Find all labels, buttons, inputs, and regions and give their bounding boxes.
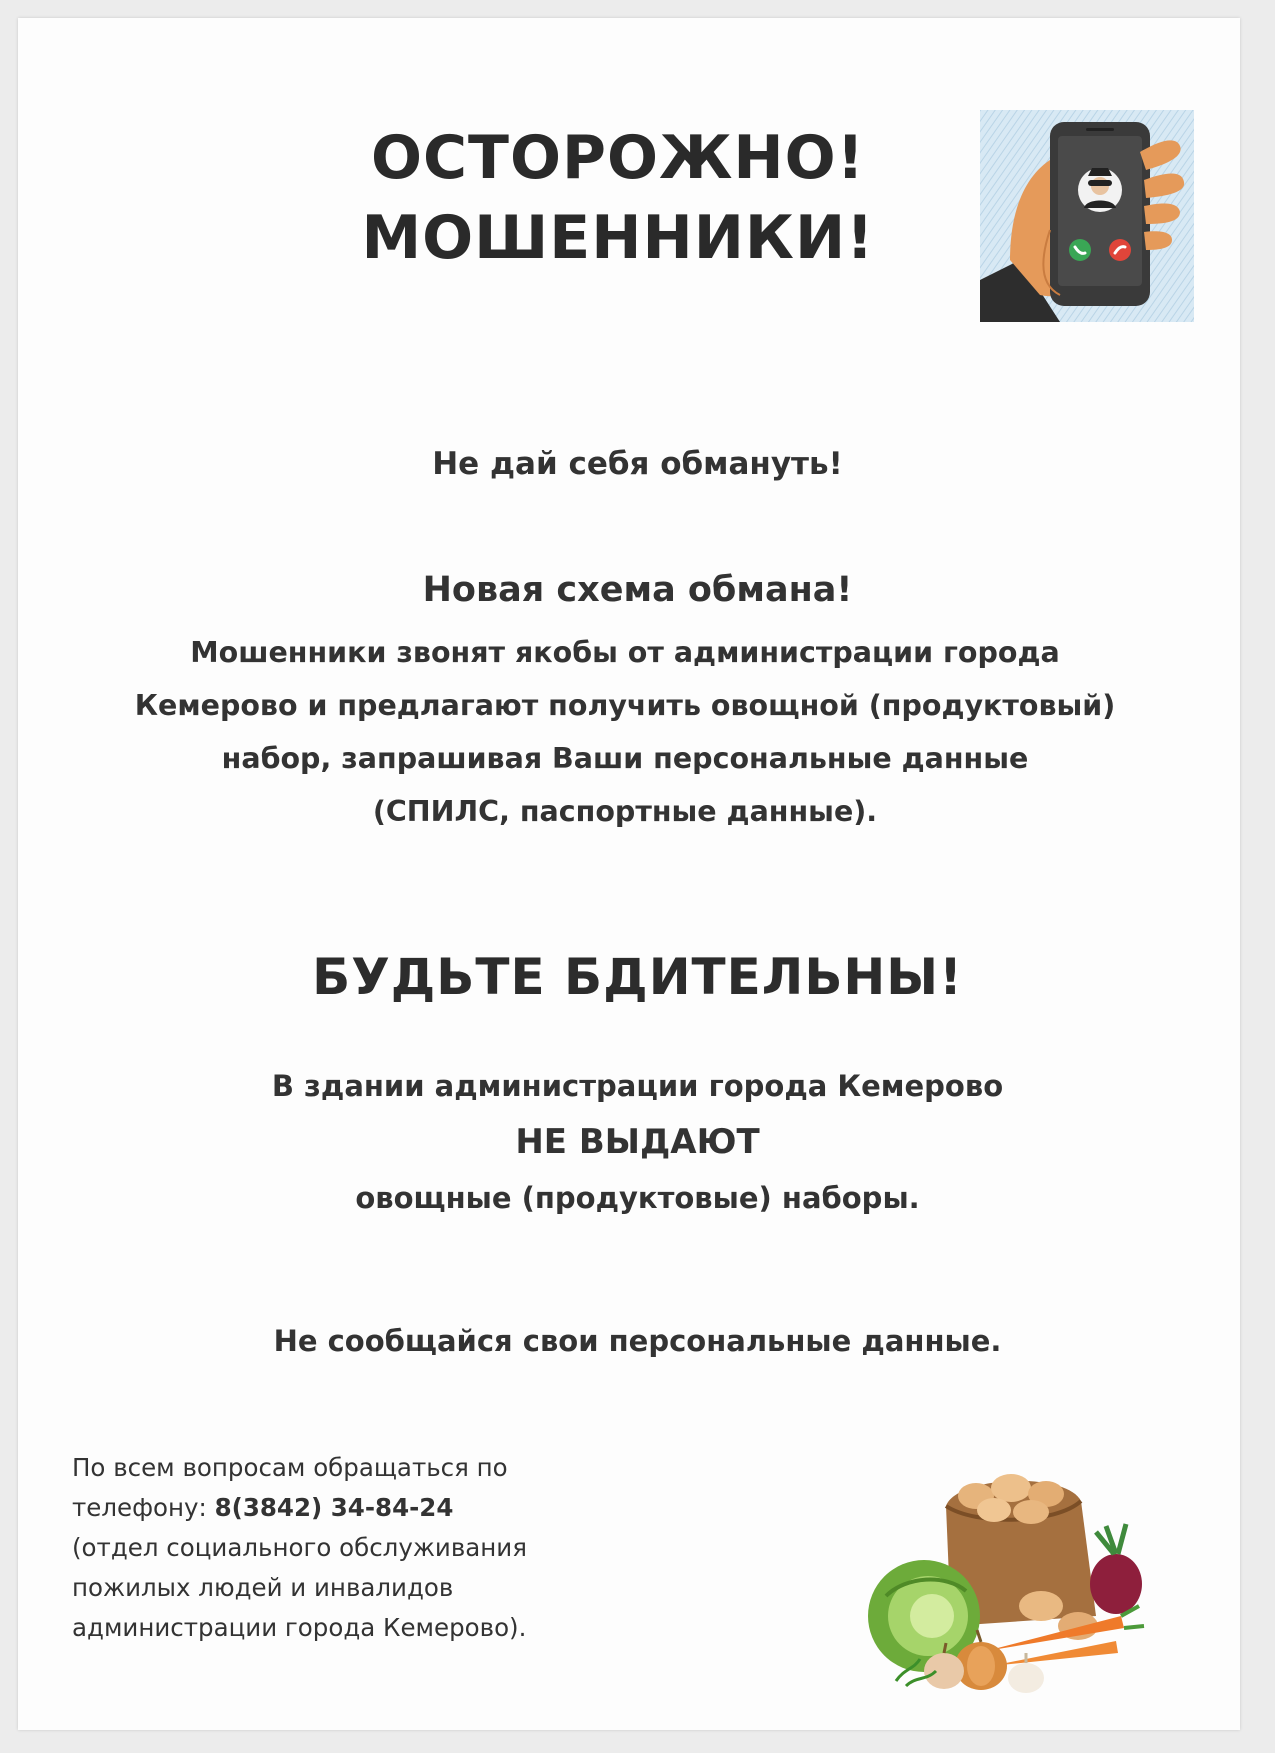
vegetables-illustration [866,1466,1146,1700]
tagline: Не дай себя обмануть! [432,446,843,482]
contact-line-4: пожилых людей и инвалидов [72,1573,454,1602]
notice-line-1: В здании администрации города Кемерово [271,1069,1004,1103]
phone-number: 8(3842) 34-84-24 [214,1493,454,1522]
contact-info [72,1448,692,1648]
personal-data-warning: Не сообщайся свои персональные данные. [273,1324,1002,1358]
poster-sheet [18,18,1240,1730]
scheme-line: Кемерово и предлагают получить овощной (продуктовый) [134,689,1116,722]
scheme-title: Новая схема обмана! [422,570,853,610]
title-line-1: ОСТОРОЖНО! [371,123,865,193]
notice-line-3: овощные (продуктовые) наборы. [355,1181,920,1215]
contact-phone-line [72,1488,692,1528]
phone-call-scammer-icon [980,110,1194,322]
contact-line-5: администрации города Кемерово). [72,1613,527,1642]
scheme-line: набор, запрашивая Ваши персональные данные [221,742,1029,775]
contact-line-1: По всем вопросам обращаться по [72,1453,508,1482]
phone-prefix: телефону: [72,1493,207,1522]
scheme-description [50,626,1200,838]
notice-block [0,1058,1275,1226]
notice-line-2: НЕ ВЫДАЮТ [515,1122,760,1162]
scheme-line: Мошенники звонят якобы от администрации города [190,636,1060,669]
contact-line-3: (отдел социального обслуживания [72,1533,527,1562]
vigilance-heading: БУДЬТЕ БДИТЕЛЬНЫ! [312,948,963,1006]
scheme-line: (СПИЛС, паспортные данные). [372,795,878,828]
poster-title [258,118,978,278]
title-line-2: МОШЕННИКИ! [361,203,875,273]
